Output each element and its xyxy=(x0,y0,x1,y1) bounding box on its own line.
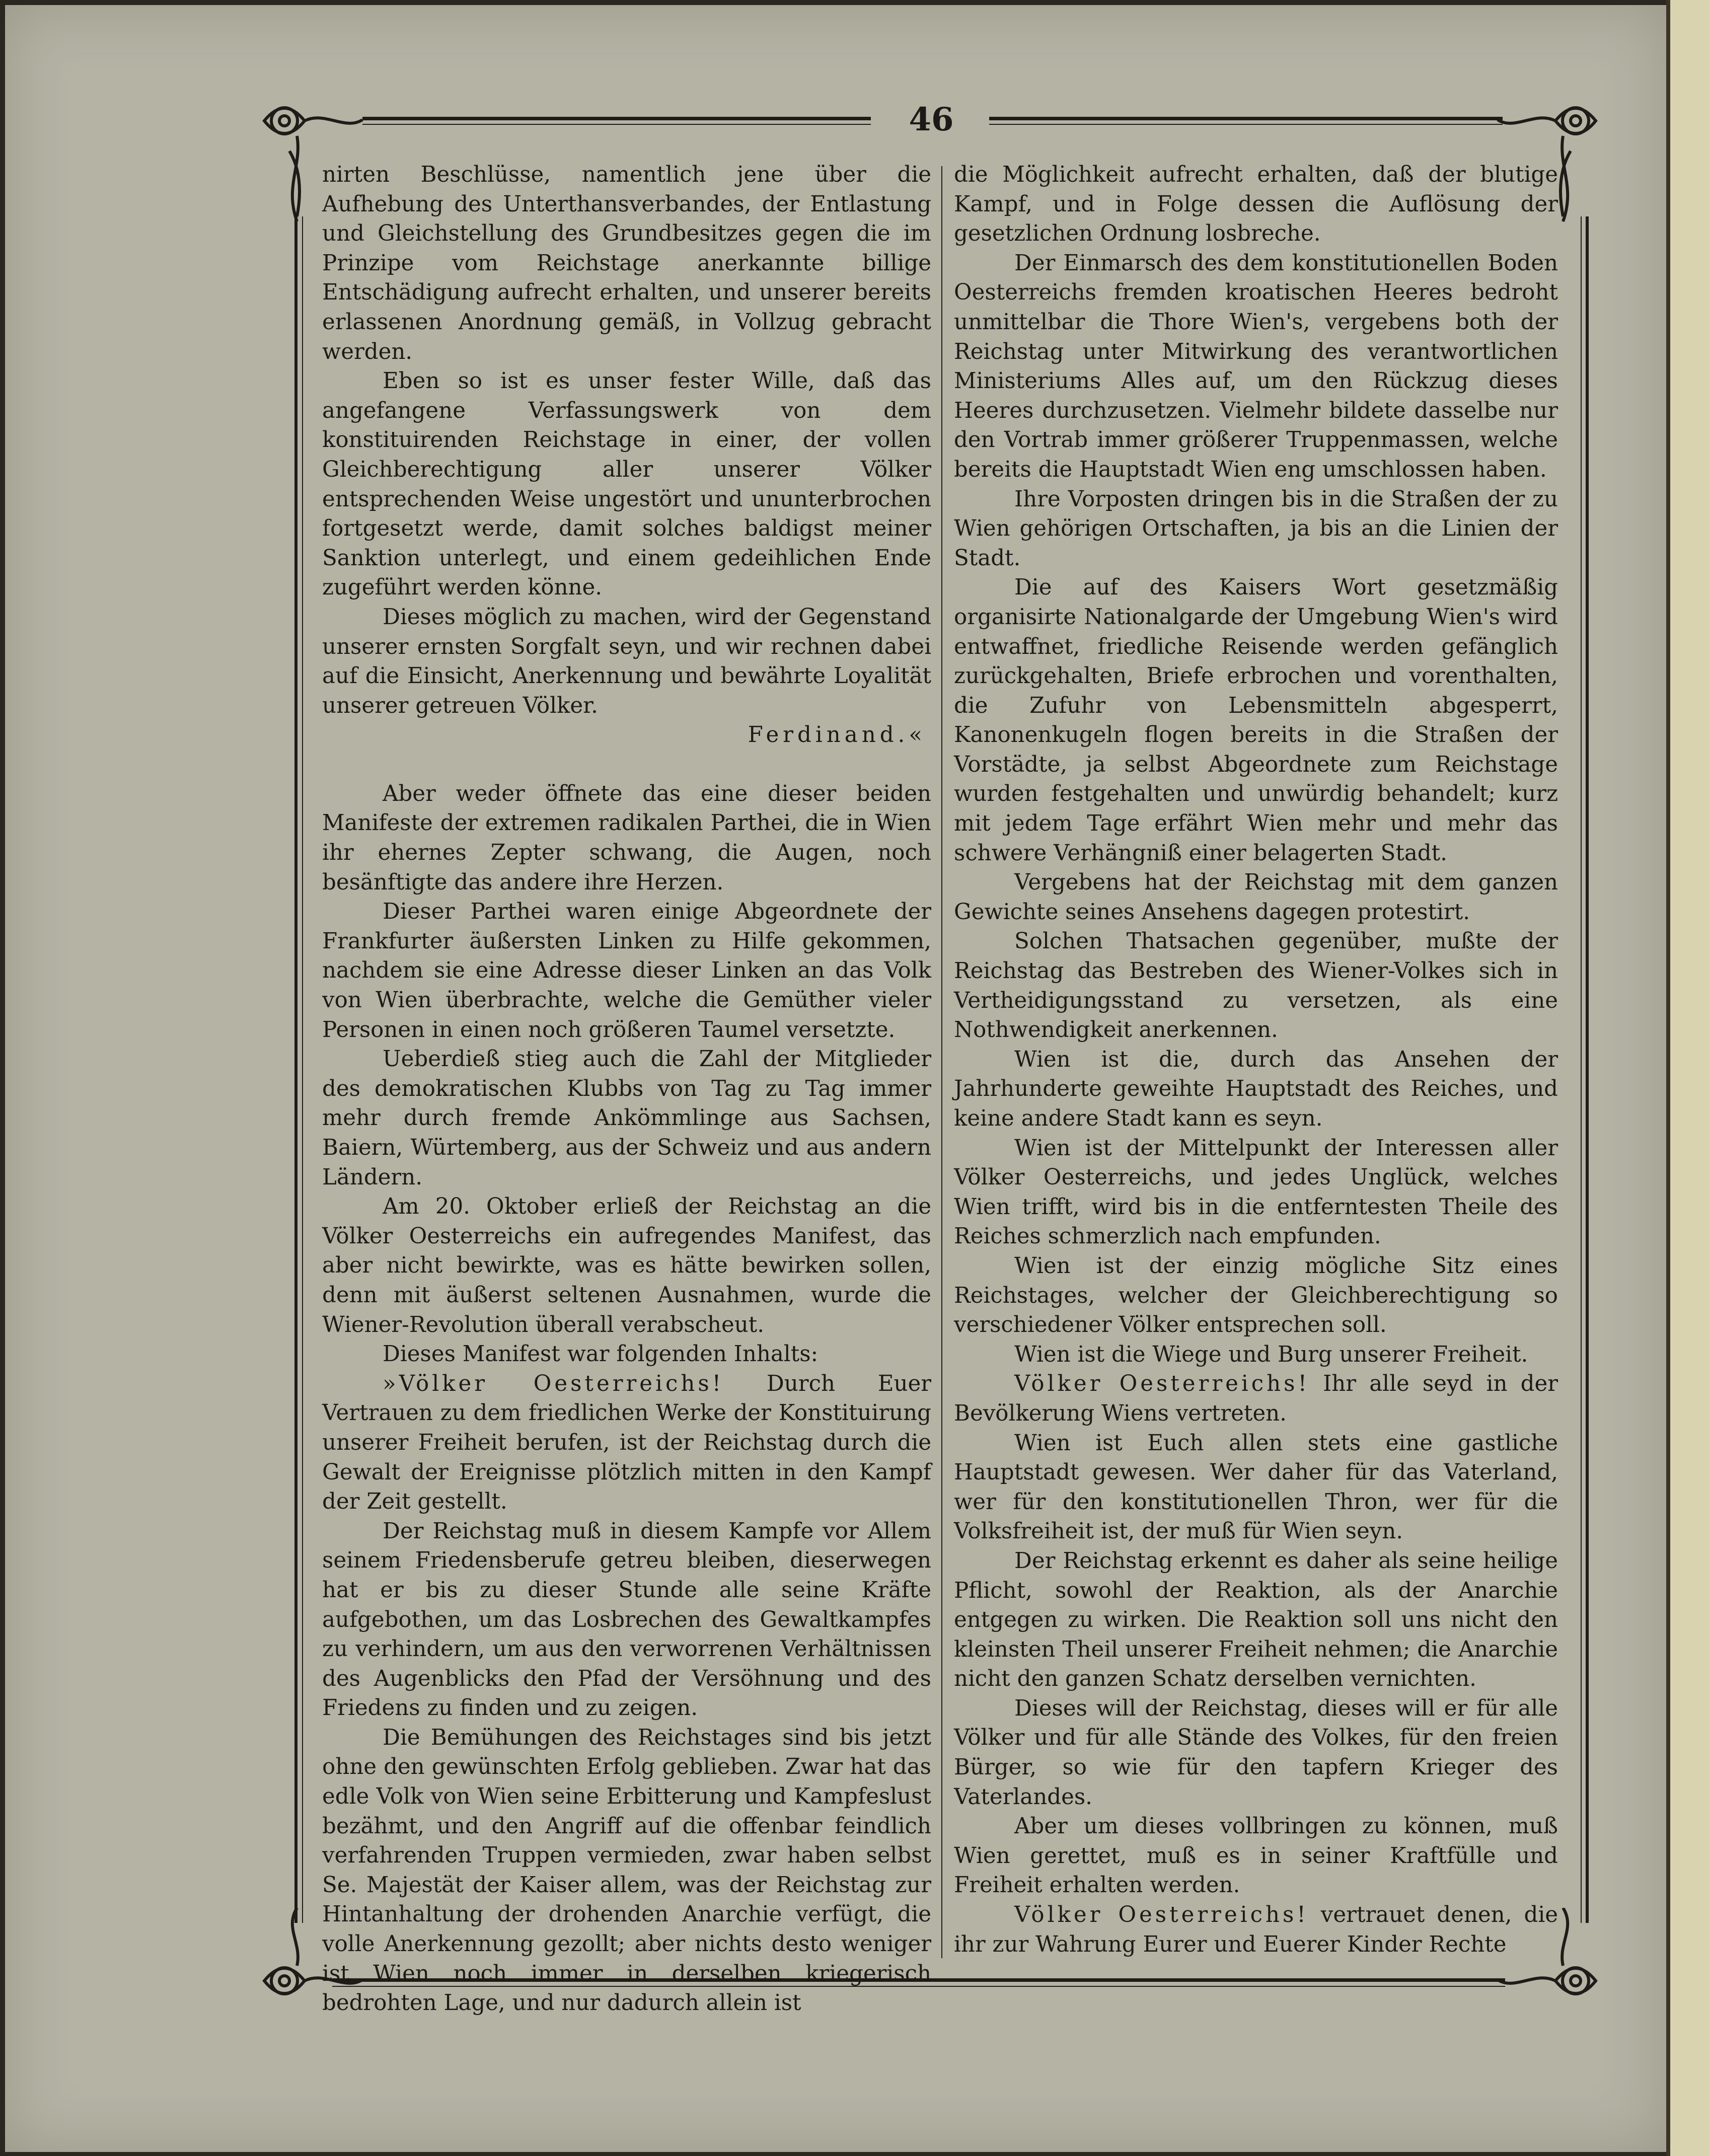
signature: Ferdinand.« xyxy=(748,722,926,748)
binding-edge xyxy=(1666,0,1709,2156)
right-paragraph-3: Ihre Vorposten dringen bis in die Straßen der zu Wien gehörigen Ortschaften, ja bis an die Linien der Stadt. xyxy=(954,486,1558,571)
right-paragraph-16 xyxy=(954,1900,1558,1959)
left-paragraph-1: nirten Beschlüsse, namentlich jene über die Aufhebung des Unterthansverbandes, der Entlastung und Gleichstellung des Grundbesitzes gegen die im Prinzipe vom Reichstage anerkannte billige Entschädigung aufrecht erhalten, und unserer bereits erlassenen Anordnung gemäß, in Vollzug gebracht werden. xyxy=(322,162,931,364)
right-paragraph-9: Wien ist der einzig mögliche Sitz eines Reichstages, welcher der Gleichberechtigung so verschiedener Völker entsprechen soll. xyxy=(954,1253,1558,1338)
right-paragraph-16-text: vertrauet denen, die ihr zur Wahrung Eurer und Euerer Kinder Rechte xyxy=(954,1902,1558,1957)
left-paragraph-5: Dieser Parthei waren einige Abgeordnete der Frankfurter äußersten Linken zu Hilfe gekommen, nachdem sie eine Adresse dieser Linken an das Volk von Wien überbrachte, welche die Gemüther vieler Personen in einen noch größeren Taumel versetzte. xyxy=(322,899,931,1043)
top-rule-right xyxy=(989,117,1503,120)
right-paragraph-13: Der Reichstag erkennt es daher als seine heilige Pflicht, sowohl der Reaktion, als der Anarchie entgegen zu wirken. Die Reaktion soll uns nicht den kleinsten Theil unserer Freiheit nehmen; die Anarchie nicht den ganzen Schatz derselben vernichten. xyxy=(954,1548,1558,1692)
left-paragraph-3: Dieses möglich zu machen, wird der Gegenstand unserer ernsten Sorgfalt seyn, und wir rechnen dabei auf die Einsicht, Anerkennung und bewährte Loyalität unserer getreuen Völker. xyxy=(322,604,931,718)
right-paragraph-12: Wien ist Euch allen stets eine gastliche Hauptstadt gewesen. Wer daher für das Vaterland, wer für den konstitutionellen Thron, wer für die Volksfreiheit ist, der muß für Wien seyn. xyxy=(954,1430,1558,1544)
right-rule xyxy=(1586,216,1589,1923)
right-paragraph-7: Wien ist die, durch das Ansehen der Jahrhunderte geweihte Hauptstadt des Reiches, und keine andere Stadt kann es seyn. xyxy=(954,1047,1558,1131)
right-column xyxy=(954,160,1558,1959)
right-rule-thin xyxy=(1581,216,1582,1923)
left-paragraph-9-text: Durch Euer Vertrauen zu dem friedlichen Werke der Konstituirung unserer Freiheit berufen, ist der Reichstag durch die Gewalt der Ereignisse plötzlich mitten in den Kampf der Zeit gestellt. xyxy=(322,1371,931,1515)
left-rule xyxy=(294,216,298,1923)
left-paragraph-8: Dieses Manifest war folgenden Inhalts: xyxy=(383,1342,819,1367)
right-paragraph-1: die Möglichkeit aufrecht erhalten, daß der blutige Kampf, und in Folge dessen die Auflösung der gesetzlichen Ordnung losbreche. xyxy=(954,162,1558,247)
page-number: 46 xyxy=(909,101,954,138)
left-paragraph-10: Der Reichstag muß in diesem Kampfe vor Allem seinem Friedensberufe getreu bleiben, dieserwegen hat er bis zu dieser Stunde alle seine Kräfte aufgebothen, um das Losbrechen des Gewaltkampfes zu verhindern, um aus den verworrenen Verhältnissen des Augenblicks den Pfad der Versöhnung und des Friedens zu finden und zu zeigen. xyxy=(322,1518,931,1721)
right-paragraph-11-text: Ihr alle seyd in der Bevölkerung Wiens vertreten. xyxy=(954,1371,1558,1426)
right-paragraph-14: Dieses will der Reichstag, dieses will er für alle Völker und für alle Stände des Volkes, für den freien Bürger, so wie für den tapfern Krieger des Vaterlandes. xyxy=(954,1695,1558,1810)
right-paragraph-6: Solchen Thatsachen gegenüber, mußte der Reichstag das Bestreben des Wiener-Volkes sich in Vertheidigungsstand zu versetzen, als eine Nothwendigkeit anerkennen. xyxy=(954,929,1558,1043)
left-paragraph-6: Ueberdieß stieg auch die Zahl der Mitglieder des demokratischen Klubbs von Tag zu Tag immer mehr durch fremde Ankömmlinge aus Sachsen, Baiern, Würtemberg, aus der Schweiz und aus andern Ländern. xyxy=(322,1047,931,1190)
top-rule xyxy=(362,117,871,120)
spaced-address: Völker Oesterreichs! xyxy=(1014,1902,1309,1928)
left-paragraph-7: Am 20. Oktober erließ der Reichstag an die Völker Oesterreichs ein aufregendes Manifest, das aber nicht bewirkte, was es hätte bewirken sollen, denn mit äußerst seltenen Ausnahmen, wurde die Wiener-Revolution überall verabscheut. xyxy=(322,1194,931,1337)
column-divider xyxy=(941,166,942,1958)
right-paragraph-11 xyxy=(954,1369,1558,1428)
right-paragraph-8: Wien ist der Mittelpunkt der Interessen aller Völker Oesterreichs, und jedes Unglück, welches Wien trifft, wird bis in die entferntesten Theile des Reiches schmerzlich nach empfunden. xyxy=(954,1135,1558,1249)
right-paragraph-10: Wien ist die Wiege und Burg unserer Freiheit. xyxy=(1014,1342,1528,1367)
top-rule-thin xyxy=(362,124,871,125)
right-paragraph-2: Der Einmarsch des dem konstitutionellen Boden Oesterreichs fremden kroatischen Heeres bedroht unmittelbar die Thore Wien's, vergebens both der Reichstag unter Mitwirkung des verantwortlichen Ministeriums Alles auf, um den Rückzug dieses Heeres durchzusetzen. Vielmehr bildete dasselbe nur den Vortrab immer größerer Truppenmassen, welche bereits die Hauptstadt Wien eng umschlossen haben. xyxy=(954,250,1558,482)
spaced-address: Völker Oesterreichs! xyxy=(1014,1371,1310,1397)
spaced-address: »Völker Oesterreichs! xyxy=(383,1371,724,1396)
right-paragraph-5: Vergebens hat der Reichstag mit dem ganzen Gewichte seines Ansehens dagegen protestirt. xyxy=(954,870,1558,925)
left-column xyxy=(322,160,931,2018)
left-rule-thin xyxy=(302,216,303,1923)
left-paragraph-11: Die Bemühungen des Reichstages sind bis jetzt ohne den gewünschten Erfolg geblieben. Zwar hat das edle Volk von Wien seine Erbitterung und Kampfeslust bezähmt, und den Angriff auf die offenbar feindlich verfahrenden Truppen vermieden, zwar haben selbst Se. Majestät der Kaiser allem, was der Reichstag zur Hintanhaltung der drohenden Anarchie verfügt, die volle Anerkennung gezollt; aber nichts desto weniger ist Wien noch immer in derselben kriegerisch bedrohten Lage, und nur dadurch allein ist xyxy=(322,1725,931,2016)
right-paragraph-15: Aber um dieses vollbringen zu können, muß Wien gerettet, muß es in seiner Kraftfülle und Freiheit erhalten werden. xyxy=(954,1814,1558,1898)
left-paragraph-9 xyxy=(322,1369,931,1517)
left-paragraph-4: Aber weder öffnete das eine dieser beiden Manifeste der extremen radikalen Parthei, die in Wien ihr ehernes Zepter schwang, die Augen, noch besänftigte das andere ihre Herzen. xyxy=(322,781,931,895)
right-paragraph-4: Die auf des Kaisers Wort gesetzmäßig organisirte Nationalgarde der Umgebung Wien's wird entwaffnet, friedliche Reisende werden gefänglich zurückgehalten, Briefe erbrochen und vorenthalten, die Zufuhr von Lebensmitteln abgesperrt, Kanonenkugeln flogen bereits in die Straßen der Vorstädte, ja selbst Abgeordnete zum Reichstage wurden festgehalten und unwürdig behandelt; kurz mit jedem Tage erfährt Wien mehr und mehr das schwere Verhängniß einer belagerten Stadt. xyxy=(954,575,1558,866)
top-rule-right-thin xyxy=(989,124,1503,125)
left-paragraph-2: Eben so ist es unser fester Wille, daß das angefangene Verfassungswerk von dem konstituirenden Reichstage in einer, der vollen Gleichberechtigung aller unserer Völker entsprechenden Weise ungestört und ununterbrochen fortgesetzt werde, damit solches baldigst meiner Sanktion unterlegt, und einem gedeihlichen Ende zugeführt werden könne. xyxy=(322,368,931,601)
